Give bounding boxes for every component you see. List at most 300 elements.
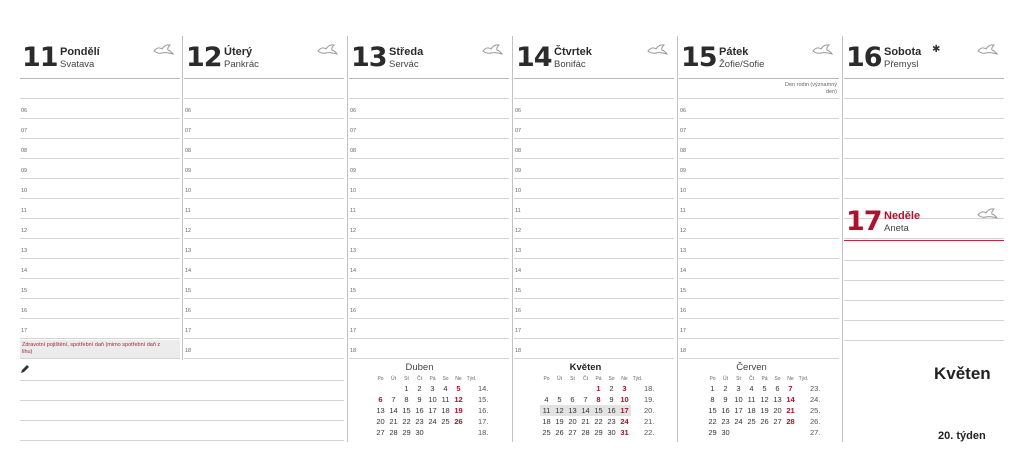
day-number: 12 — [186, 42, 222, 73]
hour-label: 08 — [680, 148, 687, 154]
day-header — [679, 38, 839, 78]
hour-line — [844, 198, 1004, 199]
hour-label: 13 — [350, 248, 357, 254]
hour-line — [20, 318, 180, 319]
date-cell — [745, 427, 758, 438]
hour-line — [349, 238, 509, 239]
hour-label: 14 — [515, 268, 522, 274]
bird-icon — [976, 206, 998, 220]
date-cell — [387, 383, 400, 394]
bird-icon — [811, 42, 833, 56]
nameday: Žofie/Sofie — [719, 59, 765, 70]
sunday-line — [844, 320, 1004, 321]
day-column-thursday — [514, 38, 674, 360]
date-cell: 25 — [441, 417, 450, 426]
date-cell: 10 — [620, 395, 629, 404]
hour-label: 15 — [185, 288, 192, 294]
date-cell: 30 — [415, 428, 424, 437]
date-cell: 1 — [710, 384, 715, 393]
date-cell: 19 — [760, 406, 769, 415]
date-cell: 19 — [454, 406, 463, 415]
date-cell — [452, 427, 465, 438]
hour-line — [514, 318, 674, 319]
hour-label: 07 — [680, 128, 687, 134]
date-cell: 14 — [786, 395, 795, 404]
weekday-header: Po — [543, 376, 550, 382]
week-number-cell: 24. — [810, 395, 821, 404]
hour-line — [844, 98, 1004, 99]
week-number-cell: 18. — [644, 384, 655, 393]
hour-label: 09 — [350, 168, 357, 174]
hour-label: 08 — [350, 148, 357, 154]
hour-label: 18 — [185, 348, 192, 354]
week-number-cell: 14. — [478, 384, 489, 393]
hour-label: 14 — [21, 268, 28, 274]
holiday-star-icon: ✱ — [932, 44, 941, 55]
hour-line — [679, 198, 839, 199]
day-number: 14 — [516, 42, 552, 73]
hour-line — [20, 258, 180, 259]
date-cell: 21 — [389, 417, 398, 426]
hour-line — [184, 158, 344, 159]
weekday-header: Po — [377, 376, 384, 382]
special-day-note: Den rodin (významný den) — [785, 82, 837, 95]
hour-line — [184, 218, 344, 219]
day-header — [20, 38, 180, 78]
hour-line — [514, 118, 674, 119]
hour-line — [679, 278, 839, 279]
date-cell: 8 — [404, 395, 409, 404]
date-cell: 4 — [749, 384, 754, 393]
hour-line — [349, 298, 509, 299]
hour-label: 17 — [515, 328, 522, 334]
day-number: 11 — [22, 42, 58, 73]
hour-line — [184, 178, 344, 179]
hour-line — [679, 118, 839, 119]
hour-label: 07 — [515, 128, 522, 134]
hour-line — [184, 198, 344, 199]
hour-label: 08 — [21, 148, 28, 154]
notes-line — [20, 380, 344, 381]
date-cell: 24 — [620, 417, 629, 426]
hour-label: 10 — [350, 188, 357, 194]
weekday-header: Út — [723, 376, 728, 382]
hour-label: 11 — [680, 208, 686, 214]
hour-line — [844, 178, 1004, 179]
date-cell: 3 — [622, 384, 627, 393]
date-cell: 7 — [788, 384, 793, 393]
column-separator — [512, 36, 513, 442]
sunday-line — [844, 260, 1004, 261]
hour-line — [349, 138, 509, 139]
day-name: Pondělí — [60, 46, 100, 58]
date-cell: 25 — [747, 417, 756, 426]
weekday-header: Čt — [749, 376, 754, 382]
date-cell: 18 — [747, 406, 756, 415]
date-cell: 27 — [568, 428, 577, 437]
date-cell: 17 — [428, 406, 437, 415]
hour-label: 09 — [185, 168, 192, 174]
notes-line — [20, 420, 344, 421]
weekday-header: Po — [709, 376, 716, 382]
hour-line — [20, 238, 180, 239]
hour-line — [184, 318, 344, 319]
hour-line — [679, 318, 839, 319]
date-cell: 25 — [542, 428, 551, 437]
date-cell: 23 — [607, 417, 616, 426]
date-cell: 5 — [762, 384, 767, 393]
date-cell — [439, 427, 452, 438]
hour-label: 17 — [185, 328, 192, 334]
hour-line — [514, 218, 674, 219]
nameday: Svatava — [60, 59, 95, 70]
hour-label: 09 — [515, 168, 522, 174]
hour-label: 10 — [21, 188, 28, 194]
hour-line — [184, 118, 344, 119]
day-column-wednesday — [349, 38, 509, 360]
date-cell: 9 — [417, 395, 422, 404]
date-cell: 6 — [570, 395, 575, 404]
bird-icon — [152, 42, 174, 56]
weekday-header: Týd. — [632, 376, 643, 382]
day-column-friday — [679, 38, 839, 360]
weekday-header: So — [442, 376, 449, 382]
hour-label: 12 — [185, 228, 192, 234]
hour-line — [679, 298, 839, 299]
hour-line — [349, 278, 509, 279]
hour-line — [184, 338, 344, 339]
date-cell: 12 — [760, 395, 769, 404]
hour-label: 14 — [680, 268, 687, 274]
date-cell: 15 — [402, 406, 411, 415]
hour-label: 10 — [185, 188, 192, 194]
hour-label: 09 — [680, 168, 687, 174]
date-cell: 28 — [786, 417, 795, 426]
date-cell: 27 — [773, 417, 782, 426]
date-cell: 2 — [417, 384, 422, 393]
date-cell: 16 — [721, 406, 730, 415]
hour-line — [184, 278, 344, 279]
hour-label: 10 — [515, 188, 522, 194]
monday-note — [20, 340, 180, 358]
hour-line — [514, 358, 674, 359]
week-number-cell: 27. — [810, 428, 821, 437]
hour-line — [679, 178, 839, 179]
date-cell: 23 — [721, 417, 730, 426]
hour-label: 06 — [350, 108, 357, 114]
hour-label: 17 — [350, 328, 357, 334]
weekday-header: Týd. — [798, 376, 809, 382]
date-cell: 17 — [734, 406, 743, 415]
hour-label: 06 — [515, 108, 522, 114]
date-cell: 15 — [708, 406, 717, 415]
date-cell: 5 — [557, 395, 562, 404]
date-cell: 22 — [708, 417, 717, 426]
date-cell: 20 — [376, 417, 385, 426]
date-cell: 1 — [596, 384, 601, 393]
hour-line — [844, 158, 1004, 159]
hour-line — [349, 158, 509, 159]
hour-label: 13 — [680, 248, 687, 254]
hour-line — [679, 258, 839, 259]
hour-line — [349, 198, 509, 199]
hour-label: 16 — [515, 308, 522, 314]
week-number-cell: 15. — [478, 395, 489, 404]
column-separator — [347, 36, 348, 442]
hour-line — [514, 138, 674, 139]
hour-label: 16 — [185, 308, 192, 314]
hour-line — [184, 238, 344, 239]
weekday-header: Ne — [787, 376, 794, 382]
hour-label: 12 — [350, 228, 357, 234]
hour-label: 07 — [350, 128, 357, 134]
hour-label: 06 — [21, 108, 28, 114]
bird-icon — [316, 42, 338, 56]
date-cell: 29 — [402, 428, 411, 437]
weekday-header: So — [608, 376, 615, 382]
hour-line — [679, 338, 839, 339]
date-cell: 11 — [441, 395, 450, 404]
day-name: Středa — [389, 46, 424, 58]
week-number-cell: 19. — [644, 395, 655, 404]
hour-line — [679, 358, 839, 359]
hour-label: 09 — [21, 168, 28, 174]
date-cell — [426, 427, 439, 438]
date-cell: 23 — [415, 417, 424, 426]
hour-line — [514, 178, 674, 179]
nameday: Servác — [389, 59, 419, 70]
hour-label: 15 — [21, 288, 28, 294]
hour-label: 12 — [515, 228, 522, 234]
monday-note-text: Zdravotní pojištění, spotřební daň (mimo spotřební daň z lihu) — [22, 342, 161, 355]
date-cell: 12 — [553, 405, 566, 416]
sunday-line — [844, 340, 1004, 341]
hour-label: 07 — [21, 128, 28, 134]
date-cell: 10 — [428, 395, 437, 404]
hour-line — [184, 258, 344, 259]
day-number: 16 — [846, 42, 882, 73]
date-cell: 9 — [723, 395, 728, 404]
hour-line — [844, 138, 1004, 139]
date-cell: 6 — [378, 395, 383, 404]
weekday-header: St — [736, 376, 741, 382]
day-column-tuesday — [184, 38, 344, 360]
hour-line — [349, 118, 509, 119]
hour-line — [679, 238, 839, 239]
hour-label: 13 — [21, 248, 28, 254]
hour-label: 06 — [680, 108, 687, 114]
date-cell: 14 — [389, 406, 398, 415]
date-cell: 10 — [734, 395, 743, 404]
hour-line — [844, 118, 1004, 119]
week-number-cell: 18. — [478, 428, 489, 437]
weekday-header: So — [774, 376, 781, 382]
date-cell: 27 — [376, 428, 385, 437]
week-number-cell: 23. — [810, 384, 821, 393]
hour-label: 08 — [515, 148, 522, 154]
hour-line — [20, 298, 180, 299]
date-cell: 16 — [415, 406, 424, 415]
day-number: 17 — [846, 206, 882, 237]
date-cell: 3 — [736, 384, 741, 393]
pen-icon — [20, 364, 30, 374]
date-cell — [553, 383, 566, 394]
hour-label: 06 — [185, 108, 192, 114]
hour-line — [679, 98, 839, 99]
date-cell: 16 — [605, 405, 618, 416]
date-cell: 21 — [581, 417, 590, 426]
date-cell: 8 — [710, 395, 715, 404]
hour-line — [514, 98, 674, 99]
hour-line — [349, 218, 509, 219]
hour-label: 11 — [515, 208, 521, 214]
date-cell: 13 — [566, 405, 579, 416]
hour-label: 14 — [350, 268, 357, 274]
date-cell — [540, 383, 553, 394]
hour-line — [349, 178, 509, 179]
week-number-cell: 20. — [644, 406, 655, 415]
weekday-header: Ne — [455, 376, 462, 382]
hour-label: 15 — [350, 288, 357, 294]
date-cell: 1 — [404, 384, 409, 393]
day-header — [844, 38, 1004, 78]
hour-line — [349, 338, 509, 339]
weekday-header: Pá — [595, 376, 602, 382]
day-header — [349, 38, 509, 78]
bird-icon — [481, 42, 503, 56]
hour-label: 15 — [515, 288, 522, 294]
date-cell: 20 — [568, 417, 577, 426]
week-number-cell: 22. — [644, 428, 655, 437]
hour-line — [20, 278, 180, 279]
hour-line — [349, 358, 509, 359]
hour-label: 18 — [350, 348, 357, 354]
date-cell: 11 — [540, 405, 553, 416]
date-cell: 12 — [454, 395, 463, 404]
column-separator — [842, 36, 843, 442]
day-header — [514, 38, 674, 78]
weekday-header: St — [570, 376, 575, 382]
weekday-header: Čt — [417, 376, 422, 382]
hour-label: 17 — [21, 328, 28, 334]
hour-label: 07 — [185, 128, 192, 134]
hour-line — [514, 198, 674, 199]
hour-line — [349, 98, 509, 99]
date-cell: 7 — [583, 395, 588, 404]
date-cell: 29 — [708, 428, 717, 437]
hour-label: 16 — [21, 308, 28, 314]
nameday: Bonifác — [554, 59, 586, 70]
bird-icon — [976, 42, 998, 56]
sunday-line — [844, 280, 1004, 281]
date-cell — [732, 427, 745, 438]
hour-line — [20, 158, 180, 159]
mini-calendar-title: Duben — [405, 362, 434, 373]
date-cell: 26 — [555, 428, 564, 437]
day-name: Neděle — [884, 210, 921, 222]
weekday-header: Pá — [761, 376, 768, 382]
date-cell: 26 — [454, 417, 463, 426]
date-cell: 28 — [581, 428, 590, 437]
date-cell: 9 — [609, 395, 614, 404]
day-name: Úterý — [224, 46, 253, 58]
weekday-header: St — [404, 376, 409, 382]
day-number: 15 — [681, 42, 717, 73]
date-cell: 17 — [618, 405, 631, 416]
hour-label: 11 — [350, 208, 356, 214]
date-cell — [758, 427, 771, 438]
weekday-header: Pá — [429, 376, 436, 382]
date-cell: 8 — [596, 395, 601, 404]
hour-line — [20, 118, 180, 119]
hour-label: 16 — [350, 308, 357, 314]
date-cell: 20 — [773, 406, 782, 415]
nameday: Přemysl — [884, 59, 919, 70]
weekday-header: Týd. — [466, 376, 477, 382]
hour-line — [349, 258, 509, 259]
date-cell: 13 — [376, 406, 385, 415]
day-column-monday — [20, 38, 180, 360]
hour-label: 13 — [185, 248, 192, 254]
week-number-cell: 16. — [478, 406, 489, 415]
hour-label: 14 — [185, 268, 192, 274]
hour-line — [514, 338, 674, 339]
week-number-cell: 21. — [644, 417, 655, 426]
nameday: Aneta — [884, 223, 909, 234]
bird-icon — [646, 42, 668, 56]
day-name: Sobota — [884, 46, 922, 58]
date-cell — [771, 427, 784, 438]
day-header — [184, 38, 344, 78]
day-number: 13 — [351, 42, 387, 73]
mini-calendar-title: Květen — [569, 362, 602, 373]
date-cell: 29 — [594, 428, 603, 437]
weekday-header: Čt — [583, 376, 588, 382]
mini-calendar-title: Červen — [736, 362, 767, 373]
date-cell — [374, 383, 387, 394]
date-cell: 14 — [579, 405, 592, 416]
week-number-cell: 26. — [810, 417, 821, 426]
hour-line — [679, 218, 839, 219]
hour-line — [184, 138, 344, 139]
hour-line — [514, 258, 674, 259]
date-cell: 24 — [734, 417, 743, 426]
hour-label: 10 — [680, 188, 687, 194]
hour-line — [20, 218, 180, 219]
date-cell: 3 — [430, 384, 435, 393]
hour-line — [514, 278, 674, 279]
date-cell — [784, 427, 797, 438]
date-cell: 22 — [402, 417, 411, 426]
date-cell: 28 — [389, 428, 398, 437]
date-cell: 6 — [775, 384, 780, 393]
date-cell: 22 — [594, 417, 603, 426]
hour-line — [679, 138, 839, 139]
column-separator — [182, 36, 183, 360]
date-cell: 26 — [760, 417, 769, 426]
week-number-cell: 25. — [810, 406, 821, 415]
date-cell: 30 — [721, 428, 730, 437]
date-cell: 31 — [620, 428, 629, 437]
hour-line — [20, 138, 180, 139]
hour-label: 13 — [515, 248, 522, 254]
day-name: Pátek — [719, 46, 749, 58]
date-cell: 7 — [391, 395, 396, 404]
nameday: Pankrác — [224, 59, 259, 70]
hour-label: 17 — [680, 328, 687, 334]
date-cell: 2 — [723, 384, 728, 393]
date-cell: 30 — [607, 428, 616, 437]
